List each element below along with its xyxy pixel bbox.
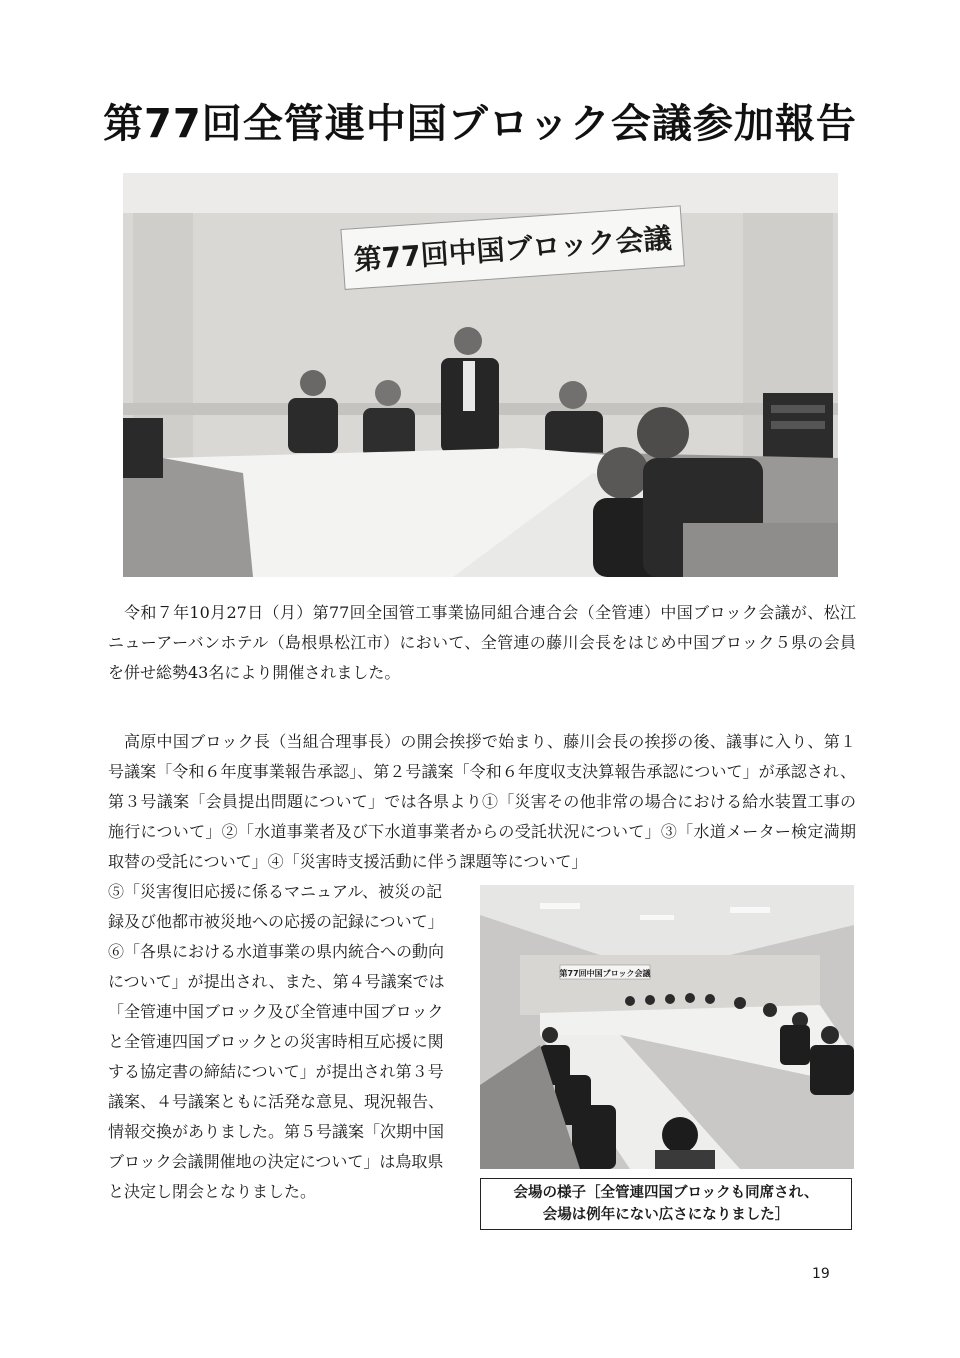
caption-line-1: 会場の様子［全管連四国ブロックも同席され、 <box>513 1185 819 1201</box>
paragraph-1 <box>108 598 856 688</box>
page-title: 第77回全管連中国ブロック会議参加報告 <box>103 101 857 147</box>
photo-caption <box>480 1178 852 1230</box>
venue-banner-text: 第77回中国ブロック会議 <box>559 969 651 978</box>
paragraph-2-top <box>108 727 856 877</box>
venue-photo <box>480 885 854 1169</box>
meeting-photo <box>123 173 838 577</box>
paragraph-1-text: 令和７年10月27日（月）第77回全国管工事業協同組合連合会（全管連）中国ブロック会議が、松江ニューアーバンホテル（島根県松江市）において、全管連の藤川会長をはじめ中国ブロック５県の会員を併せ総勢43名により開催されました。 <box>108 603 856 682</box>
banner-text: 第77回中国ブロック会議 <box>352 221 673 277</box>
page-number: 19 <box>812 1266 830 1282</box>
paragraph-2-top-text: 高原中国ブロック長（当組合理事長）の開会挨拶で始まり、藤川会長の挨拶の後、議事に入り、第１号議案「令和６年度事業報告承認」、第２号議案「令和６年度収支決算報告承認について」が承認され、第３号議案「会員提出問題について」では各県より①「災害その他非常の場合における給水装置工事の施行について」②「水道事業者及び下水道事業者からの受託状況について」③「水道メーター検定満期取替の受託について」④「災害時支援活動に伴う課題等について」 <box>108 732 856 871</box>
caption-line-2: 会場は例年にない広さになりました］ <box>542 1207 790 1223</box>
paragraph-2-continued: ⑤「災害復旧応援に係るマニュアル、被災の記録及び他都市被災地への応援の記録について」⑥「各県における水道事業の県内統合への動向について」が提出され、また、第４号議案では「全管連中国ブロック及び全管連中国ブロックと全管連四国ブロックとの災害時相互応援に関する協定書の締結について」が提出され第３号議案、４号議案ともに活発な意見、現況報告、情報交換がありました。第５号議案「次期中国ブロック会議開催地の決定について」は鳥取県と決定し閉会となりました。 <box>108 882 445 1201</box>
